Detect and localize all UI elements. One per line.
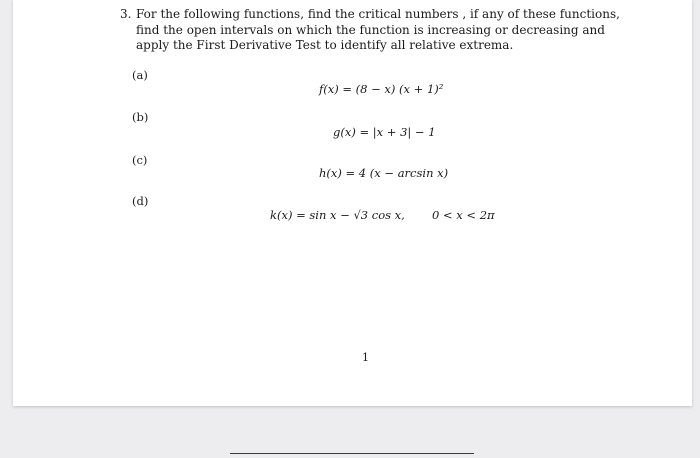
problem-text: For the following functions, find the critical numbers , if any of these functions, find the open intervals on which the function is increasing or decreasing and apply the First Derivative Test to identify all relative extrema. (136, 7, 620, 52)
part-c-label: (c) (132, 153, 148, 167)
document-page (13, 0, 692, 406)
problem-number: 3. (120, 7, 132, 21)
part-d-label: (d) (132, 194, 149, 208)
part-b-formula: g(x) = |x + 3| − 1 (333, 125, 436, 139)
page-number: 1 (362, 351, 369, 364)
part-b-label: (b) (132, 110, 149, 124)
part-a-label: (a) (132, 68, 148, 82)
part-a-formula: f(x) = (8 − x) (x + 1)² (319, 82, 444, 96)
part-c-formula: h(x) = 4 (x − arcsin x) (319, 166, 449, 180)
bottom-divider (230, 453, 474, 454)
part-d-domain: 0 < x < 2π (432, 208, 495, 222)
part-d-formula: k(x) = sin x − √3 cos x, (270, 208, 405, 222)
